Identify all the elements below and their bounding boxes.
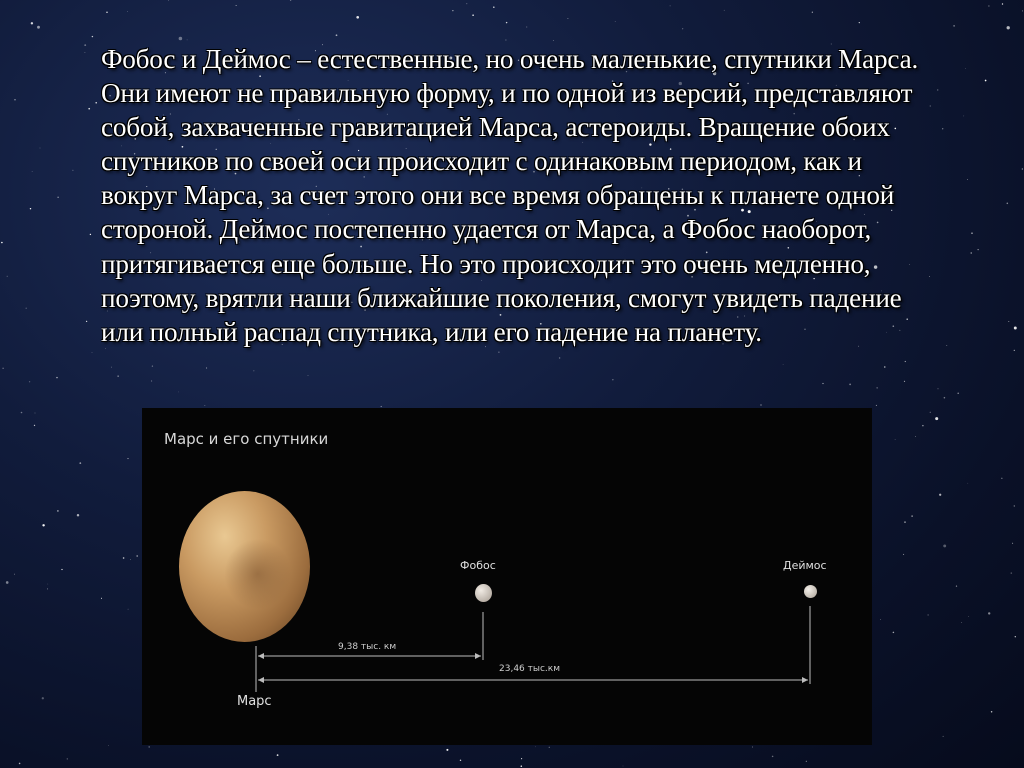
- star: [1, 242, 3, 244]
- star: [84, 44, 86, 46]
- star: [493, 6, 495, 8]
- star: [7, 276, 8, 277]
- star: [961, 622, 962, 623]
- deimos-label: Деймос: [783, 559, 827, 572]
- star: [179, 37, 183, 41]
- slide-body-text: Фобос и Деймос – естественные, но очень маленькие, спутники Марса. Они имеют не правильную форму, и по одной из версий, представляют собой, захваченные гравитацией Марса, астероиды. Вращение обоих спутников по своей оси происходит с одинаковым периодом, как и вокруг Марса, за счет этого они все время обращены к планете одной стороной. Деймос постепенно удается от Марса, а Фобос наоборот, притягивается еще больше. Но это происходит это очень медленно, поэтому, врятли наши ближайшие поколения, смогут увидеть падение или полный распад спутника, или его падение на планету.: [101, 44, 919, 347]
- star: [148, 746, 150, 748]
- star: [859, 22, 860, 23]
- star: [1014, 350, 1015, 351]
- star: [42, 524, 44, 526]
- star: [57, 510, 59, 512]
- star: [929, 276, 930, 277]
- star: [128, 609, 129, 610]
- star: [922, 425, 924, 427]
- star: [90, 234, 91, 235]
- star: [466, 3, 467, 4]
- star: [943, 544, 946, 547]
- diagram-title: Марс и его спутники: [164, 430, 329, 448]
- star: [47, 584, 48, 585]
- star: [928, 614, 929, 615]
- mars-label: Марс: [237, 694, 272, 709]
- star: [549, 747, 550, 748]
- star: [968, 616, 969, 617]
- star: [904, 521, 906, 523]
- star: [30, 208, 31, 209]
- star: [61, 569, 62, 570]
- star: [942, 128, 943, 129]
- star: [40, 148, 41, 149]
- star: [944, 397, 946, 399]
- star: [127, 458, 128, 459]
- star: [106, 11, 108, 13]
- star: [615, 21, 616, 22]
- star: [168, 0, 169, 1]
- star: [812, 12, 813, 13]
- star: [47, 588, 48, 589]
- star: [521, 758, 522, 759]
- star: [236, 5, 237, 6]
- star: [6, 581, 9, 584]
- star: [101, 598, 102, 599]
- star: [127, 11, 128, 12]
- star: [806, 761, 807, 762]
- star: [971, 252, 972, 253]
- star: [1002, 3, 1003, 4]
- star: [37, 26, 40, 29]
- star: [42, 697, 44, 699]
- star: [14, 574, 15, 575]
- star: [935, 417, 938, 420]
- phobos-label: Фобос: [460, 559, 496, 572]
- star: [682, 28, 683, 29]
- star: [506, 22, 507, 23]
- star: [29, 381, 30, 382]
- star: [472, 14, 474, 16]
- mars-moons-diagram: [142, 408, 872, 745]
- star: [67, 758, 68, 759]
- distance-lines: [142, 408, 872, 745]
- star: [957, 392, 959, 394]
- star: [971, 233, 972, 234]
- star: [21, 412, 23, 414]
- star: [553, 40, 554, 41]
- star: [88, 108, 90, 110]
- star: [277, 754, 279, 756]
- star: [446, 749, 448, 751]
- star: [943, 736, 944, 737]
- star: [930, 106, 931, 107]
- star: [567, 18, 568, 19]
- star: [956, 585, 957, 586]
- star: [2, 368, 3, 369]
- star: [946, 345, 947, 346]
- star: [991, 711, 993, 713]
- star: [77, 514, 79, 516]
- star: [1014, 505, 1015, 506]
- star: [32, 171, 33, 172]
- star: [92, 352, 93, 353]
- star: [336, 34, 338, 36]
- phobos-distance-label: 9,38 тыс. км: [338, 642, 397, 652]
- star: [1022, 168, 1023, 169]
- star: [903, 554, 904, 555]
- star: [939, 494, 941, 496]
- star: [953, 25, 955, 27]
- star: [108, 745, 109, 746]
- star: [985, 80, 987, 82]
- star: [965, 68, 966, 69]
- star: [988, 612, 990, 614]
- star: [84, 52, 85, 53]
- star: [1012, 543, 1013, 544]
- star: [130, 559, 131, 560]
- star: [967, 179, 968, 180]
- star: [526, 27, 527, 28]
- star: [895, 439, 896, 440]
- star: [34, 425, 35, 426]
- star: [670, 5, 671, 6]
- star: [136, 555, 138, 557]
- star: [938, 388, 939, 389]
- star: [1015, 636, 1016, 637]
- star: [79, 462, 81, 464]
- star: [963, 115, 964, 116]
- star: [1007, 26, 1010, 29]
- star: [1014, 327, 1017, 330]
- star: [1007, 203, 1009, 205]
- deimos-arrow-right: [802, 677, 808, 683]
- star: [26, 308, 27, 309]
- star: [772, 756, 774, 758]
- deimos-distance-label: 23,46 тыс.км: [499, 664, 561, 674]
- star: [290, 0, 291, 1]
- star: [915, 436, 916, 437]
- star: [72, 170, 73, 171]
- star: [19, 763, 21, 765]
- star: [968, 483, 969, 484]
- star: [123, 557, 125, 559]
- star: [187, 40, 188, 41]
- star: [911, 515, 912, 516]
- star: [1001, 478, 1002, 479]
- phobos-arrow-left: [258, 653, 264, 659]
- star: [988, 5, 989, 6]
- star: [535, 746, 536, 747]
- star: [521, 765, 523, 767]
- star: [1022, 10, 1023, 11]
- star: [56, 377, 57, 378]
- phobos-arrow-right: [475, 653, 481, 659]
- star: [752, 747, 753, 748]
- star: [893, 632, 895, 634]
- star: [86, 321, 87, 322]
- star: [460, 760, 461, 761]
- star: [880, 619, 881, 620]
- star: [14, 99, 15, 100]
- star: [937, 89, 938, 90]
- star: [978, 249, 979, 250]
- star: [1011, 572, 1012, 573]
- star: [57, 197, 58, 198]
- star: [92, 36, 93, 37]
- star: [31, 22, 33, 24]
- deimos-arrow-left: [258, 677, 264, 683]
- star: [35, 413, 36, 414]
- star: [452, 10, 453, 11]
- star: [1008, 321, 1009, 322]
- star: [505, 39, 506, 40]
- star: [623, 766, 624, 767]
- star: [930, 412, 931, 413]
- star: [95, 102, 97, 104]
- star: [356, 16, 359, 19]
- star: [724, 10, 725, 11]
